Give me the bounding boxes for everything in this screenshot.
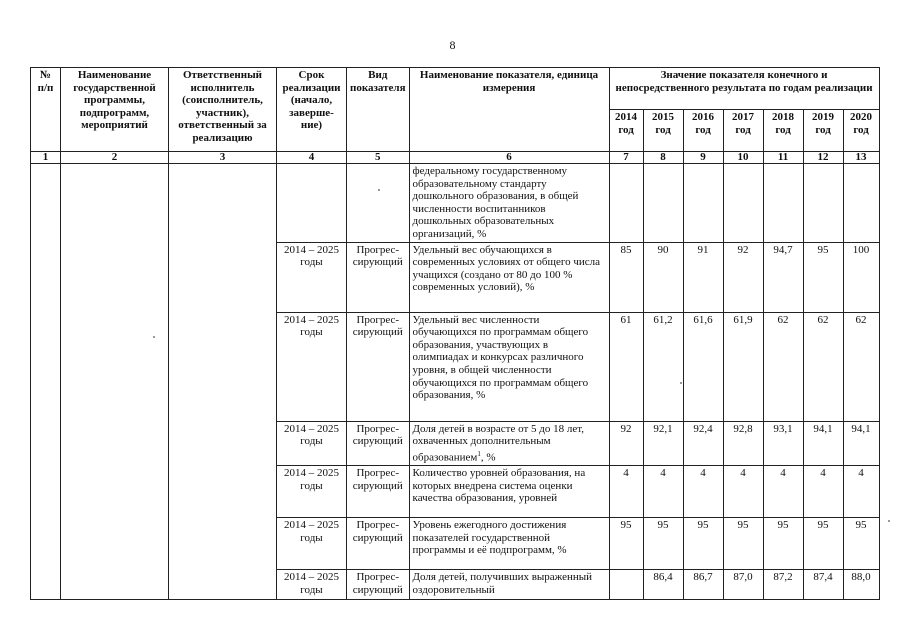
cell-value-2017: 61,9	[723, 312, 763, 421]
cell-value-2014: 61	[609, 312, 643, 421]
cell-value-2017: 4	[723, 466, 763, 518]
column-number: 7	[609, 152, 643, 164]
cell-term	[277, 164, 347, 243]
cell-value-2018: 4	[763, 466, 803, 518]
cell-value-2015	[643, 164, 683, 243]
cell-indicator	[409, 242, 609, 312]
scan-speck	[153, 336, 155, 338]
header-year-word: год	[853, 123, 869, 136]
cell-kind: Прогрес-сирующий	[347, 570, 410, 600]
cell-indicator	[409, 570, 609, 600]
cell-indicator	[409, 421, 609, 465]
cell-value-2015: 61,2	[643, 312, 683, 421]
cell-value-2017: 87,0	[723, 570, 763, 600]
cell-kind: Прогрес-сирующий	[347, 466, 410, 518]
cell-value-2019	[803, 164, 843, 243]
column-number: 13	[843, 152, 879, 164]
cell-value-2017: 92,8	[723, 421, 763, 465]
cell-value-2019: 4	[803, 466, 843, 518]
indicator-text: Количество уровней образования, на которых внедрена система оценки качества образования, уровней	[412, 467, 586, 505]
header-year-2019	[803, 110, 843, 152]
header-year-2015	[643, 110, 683, 152]
cell-num	[31, 164, 61, 600]
cell-value-2018: 94,7	[763, 242, 803, 312]
cell-value-2016: 95	[683, 518, 723, 570]
cell-term: 2014 – 2025 годы	[277, 312, 347, 421]
header-indicator: Наименование показателя, единица измерения	[409, 68, 609, 152]
header-year-2016	[683, 110, 723, 152]
cell-value-2015: 86,4	[643, 570, 683, 600]
header-year-number: 2015	[652, 111, 675, 123]
indicators-table	[30, 67, 880, 600]
cell-value-2020: 4	[843, 466, 879, 518]
cell-value-2020: 100	[843, 242, 879, 312]
header-kind: Вид показателя	[347, 68, 410, 152]
indicator-text: Удельный вес обучающихся в современных условиях от общего числа учащихся (создано от 80 до 100 % современных условий), %	[412, 243, 601, 294]
cell-term: 2014 – 2025 годы	[277, 570, 347, 600]
indicator-text: Уровень ежегодного достижения показателей государственной программы и её подпрограмм, %	[412, 519, 567, 557]
cell-value-2016	[683, 164, 723, 243]
indicator-text: Доля детей, получивших выраженный оздоровительный	[412, 571, 593, 596]
cell-value-2019: 87,4	[803, 570, 843, 600]
cell-kind: Прогрес-сирующий	[347, 242, 410, 312]
indicator-text: Удельный вес численности обучающихся по программам общего образования, участвующих в олимпиадах и конкурсах различного уровня, в общей численности обучающихся по программам общего образования, %	[412, 313, 589, 402]
cell-value-2014: 85	[609, 242, 643, 312]
cell-value-2018	[763, 164, 803, 243]
column-number: 5	[347, 152, 410, 164]
scan-speck	[680, 382, 682, 384]
header-year-word: год	[618, 123, 634, 136]
cell-value-2015: 4	[643, 466, 683, 518]
cell-value-2014: 95	[609, 518, 643, 570]
cell-value-2020	[843, 164, 879, 243]
cell-value-2016: 92,4	[683, 421, 723, 465]
column-number: 9	[683, 152, 723, 164]
cell-value-2014	[609, 570, 643, 600]
cell-indicator	[409, 466, 609, 518]
column-number: 2	[61, 152, 169, 164]
scan-speck	[378, 189, 380, 191]
cell-value-2018: 87,2	[763, 570, 803, 600]
cell-term: 2014 – 2025 годы	[277, 421, 347, 465]
column-number: 10	[723, 152, 763, 164]
column-number: 8	[643, 152, 683, 164]
header-year-number: 2016	[692, 111, 715, 123]
header-year-word: год	[655, 123, 671, 136]
cell-value-2018: 95	[763, 518, 803, 570]
header-year-number: 2020	[850, 111, 873, 123]
column-number: 11	[763, 152, 803, 164]
cell-value-2020: 88,0	[843, 570, 879, 600]
column-number: 6	[409, 152, 609, 164]
cell-value-2019: 95	[803, 242, 843, 312]
header-year-2014	[609, 110, 643, 152]
cell-value-2015: 90	[643, 242, 683, 312]
cell-value-2014: 4	[609, 466, 643, 518]
cell-value-2017: 95	[723, 518, 763, 570]
cell-value-2015: 95	[643, 518, 683, 570]
header-year-number: 2018	[772, 111, 795, 123]
header-num: № п/п	[31, 68, 61, 152]
scan-speck	[888, 520, 890, 522]
cell-value-2020: 94,1	[843, 421, 879, 465]
column-number: 4	[277, 152, 347, 164]
header-year-word: год	[775, 123, 791, 136]
header-year-word: год	[735, 123, 751, 136]
header-year-number: 2017	[732, 111, 755, 123]
header-year-2017	[723, 110, 763, 152]
footnote-marker: 1	[477, 449, 481, 458]
cell-value-2018: 93,1	[763, 421, 803, 465]
header-executor: Ответственный исполнитель (соисполнитель, участник), ответственный за реализацию	[169, 68, 277, 152]
table-row	[31, 164, 880, 243]
cell-kind: Прогрес-сирующий	[347, 518, 410, 570]
cell-value-2015: 92,1	[643, 421, 683, 465]
cell-value-2020: 62	[843, 312, 879, 421]
cell-value-2016: 91	[683, 242, 723, 312]
cell-kind: Прогрес-сирующий	[347, 312, 410, 421]
cell-value-2016: 86,7	[683, 570, 723, 600]
header-year-number: 2014	[615, 111, 638, 123]
indicator-text: федеральному государственному образовательному стандарту дошкольного образования, в общей численности воспитанников дошкольных образовательных организаций, %	[412, 165, 579, 240]
cell-term: 2014 – 2025 годы	[277, 518, 347, 570]
header-values-group: Значение показателя конечного и непосредственного результата по годам реализации	[609, 68, 879, 110]
cell-value-2014: 92	[609, 421, 643, 465]
cell-indicator	[409, 518, 609, 570]
cell-indicator	[409, 164, 609, 243]
column-number: 3	[169, 152, 277, 164]
cell-value-2020: 95	[843, 518, 879, 570]
cell-value-2017	[723, 164, 763, 243]
cell-value-2017: 92	[723, 242, 763, 312]
header-year-2018	[763, 110, 803, 152]
header-year-word: год	[815, 123, 831, 136]
cell-value-2019: 95	[803, 518, 843, 570]
page-number: 8	[449, 38, 456, 52]
header-program-name: Наименование государственной программы, подпрограмм, мероприятий	[61, 68, 169, 152]
indicator-text: Доля детей в возрасте от 5 до 18 лет, охваченных дополнительным образованием	[412, 422, 584, 464]
cell-value-2019: 94,1	[803, 421, 843, 465]
cell-executor	[169, 164, 277, 600]
header-term: Срок реализации (начало, заверше-ние)	[277, 68, 347, 152]
header-year-number: 2019	[812, 111, 835, 123]
cell-term: 2014 – 2025 годы	[277, 466, 347, 518]
cell-kind	[347, 164, 410, 243]
cell-value-2016: 61,6	[683, 312, 723, 421]
cell-value-2018: 62	[763, 312, 803, 421]
indicator-unit: , %	[480, 451, 496, 464]
cell-kind: Прогрес-сирующий	[347, 421, 410, 465]
column-number: 12	[803, 152, 843, 164]
cell-value-2019: 62	[803, 312, 843, 421]
header-year-word: год	[695, 123, 711, 136]
cell-term: 2014 – 2025 годы	[277, 242, 347, 312]
cell-value-2016: 4	[683, 466, 723, 518]
header-year-2020	[843, 110, 879, 152]
cell-indicator	[409, 312, 609, 421]
column-number: 1	[31, 152, 61, 164]
cell-value-2014	[609, 164, 643, 243]
cell-program-name	[61, 164, 169, 600]
